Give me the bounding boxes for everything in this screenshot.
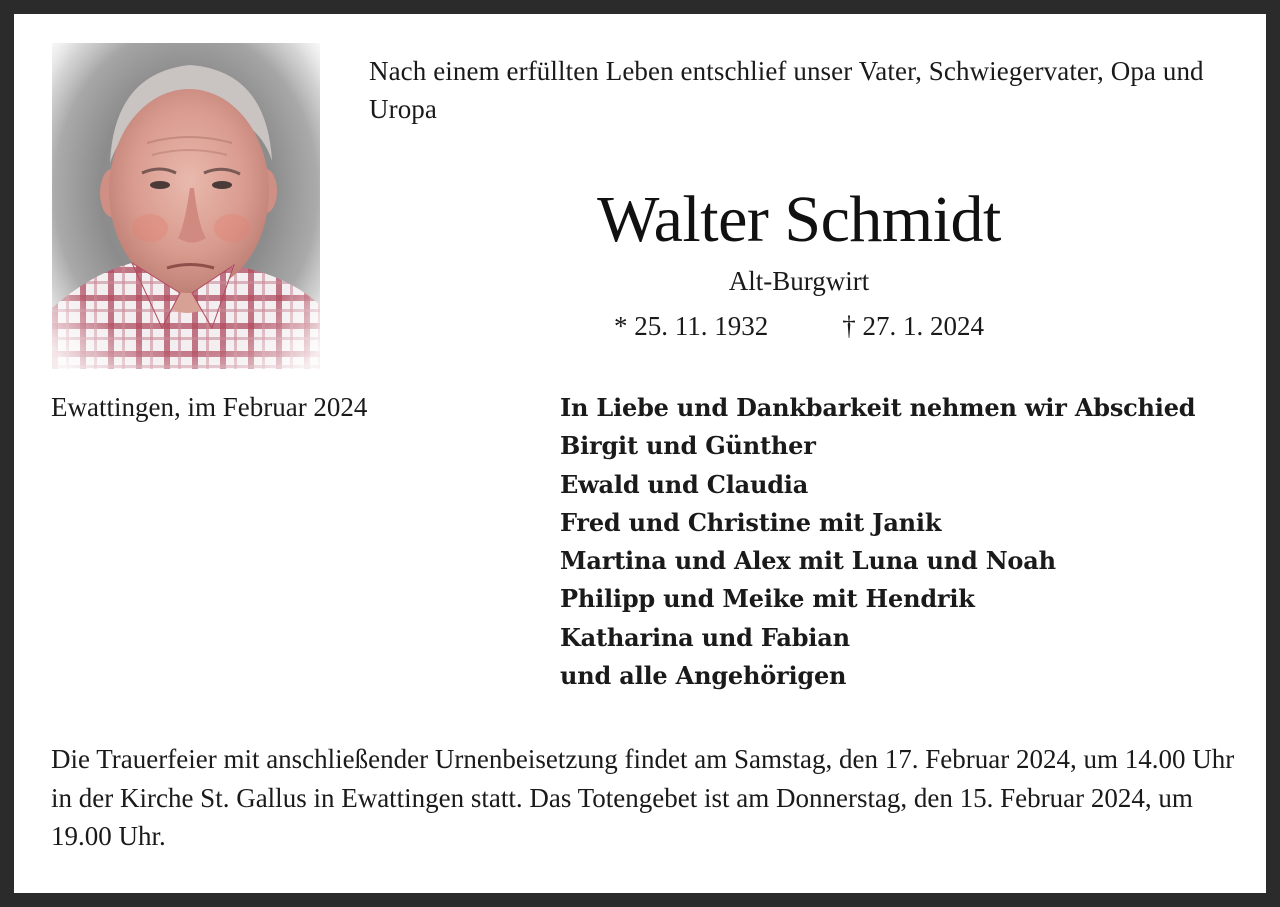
- obituary-card: [14, 14, 1266, 893]
- birth-date: * 25. 11. 1932: [614, 311, 769, 341]
- portrait-illustration: [52, 43, 320, 369]
- death-date: † 27. 1. 2024: [842, 311, 984, 341]
- portrait-photo: [52, 43, 320, 369]
- life-dates: [369, 309, 1229, 343]
- mourner-line: Philipp und Meike mit Hendrik: [560, 584, 975, 614]
- mourner-line: Fred und Christine mit Janik: [560, 507, 942, 537]
- mourner-line: Ewald und Claudia: [560, 469, 809, 499]
- mourners-heading: In Liebe und Dankbarkeit nehmen wir Abschied: [560, 393, 1196, 422]
- mourner-line: Birgit und Günther: [560, 431, 816, 461]
- place-and-date: Ewattingen, im Februar 2024: [51, 392, 368, 422]
- mourner-line: Martina und Alex mit Luna und Noah: [560, 546, 1056, 576]
- ceremony-info: Die Trauerfeier mit anschließender Urnenbeisetzung findet am Samstag, den 17. Februar 2024, um 14.00 Uhr in der Kirche St. Gallus in Ewattingen statt. Das Totengebet ist am Donnerstag, den 15. Februar 2024, um 19.00 Uhr.: [51, 744, 1235, 851]
- mourners-list: [560, 389, 1250, 695]
- mourner-line: und alle Angehörigen: [560, 661, 847, 691]
- deceased-occupation: Alt-Burgwirt: [728, 266, 870, 296]
- deceased-name: Walter Schmidt: [597, 183, 1001, 256]
- mourner-line: Katharina und Fabian: [560, 622, 850, 652]
- intro-text: Nach einem erfüllten Leben entschlief unser Vater, Schwiegervater, Opa und Uropa: [369, 56, 1204, 124]
